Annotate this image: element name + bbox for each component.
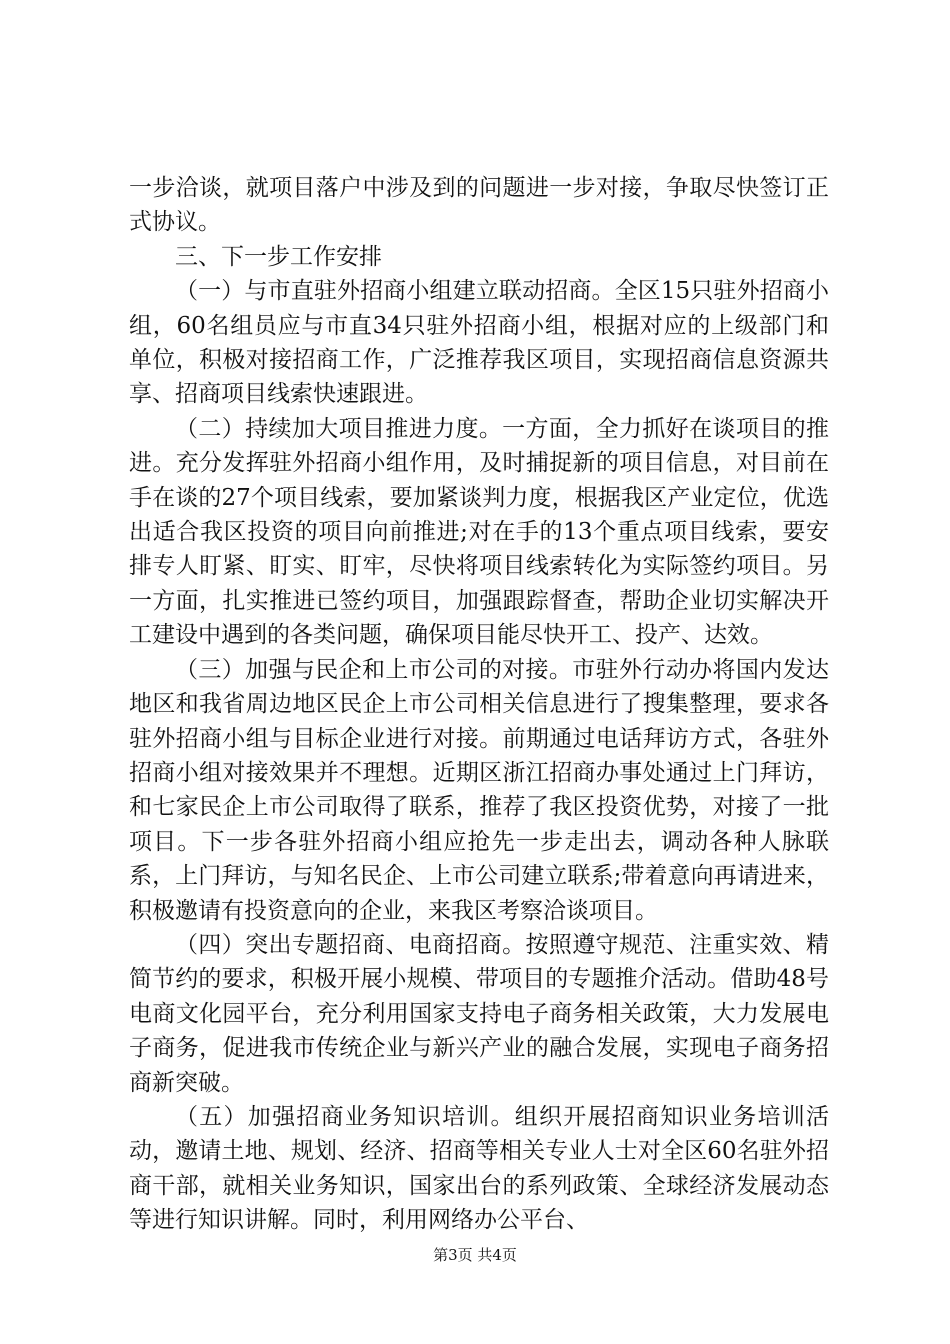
paragraph-continuation: 一步洽谈，就项目落户中涉及到的问题进一步对接，争取尽快签订正式协议。 (129, 175, 829, 236)
paragraph-item-3: （三）加强与民企和上市公司的对接。市驻外行动办将国内发达地区和我省周边地区民企上市公司相关信息进行了搜集整理，要求各驻外招商小组与目标企业进行对接。前期通过电话拜访方式，各驻外招商小组对接效果并不理想。近期区浙江招商办事处通过上门拜访，和七家民企上市公司取得了联系，推荐了我区投资优势，对接了一批项目。下一步各驻外招商小组应抢先一步走出去，调动各种人脉联系，上门拜访，与知名民企、上市公司建立联系;带着意向再请进来，积极邀请有投资意向的企业，来我区考察洽谈项目。 (129, 656, 829, 924)
document-body (129, 171, 829, 1238)
page-number: 第3页 (433, 1246, 473, 1264)
paragraph-item-1: （一）与市直驻外招商小组建立联动招商。全区15只驻外招商小组，60名组员应与市直34只驻外招商小组，根据对应的上级部门和单位，积极对接招商工作，广泛推荐我区项目，实现招商信息资源共享、招商项目线索快速跟进。 (129, 278, 829, 408)
paragraph-item-5: （五）加强招商业务知识培训。组织开展招商知识业务培训活动，邀请土地、规划、经济、招商等相关专业人士对全区60名驻外招商干部，就相关业务知识，国家出台的系列政策、全球经济发展动态等进行知识讲解。同时，利用网络办公平台、 (129, 1103, 829, 1234)
paragraph-item-2: （二）持续加大项目推进力度。一方面，全力抓好在谈项目的推进。充分发挥驻外招商小组作用，及时捕捉新的项目信息，对目前在手在谈的27个项目线索，要加紧谈判力度，根据我区产业定位，优选出适合我区投资的项目向前推进;对在手的13个重点项目线索，要安排专人盯紧、盯实、盯牢，尽快将项目线索转化为实际签约项目。另一方面，扎实推进已签约项目，加强跟踪督查，帮助企业切实解决开工建设中遇到的各类问题，确保项目能尽快开工、投产、达效。 (129, 415, 829, 649)
paragraph-item-4: （四）突出专题招商、电商招商。按照遵守规范、注重实效、精简节约的要求，积极开展小规模、带项目的专题推介活动。借助48号电商文化园平台，充分利用国家支持电子商务相关政策，大力发展电子商务，促进我市传统企业与新兴产业的融合发展，实现电子商务招商新突破。 (129, 931, 829, 1096)
section-heading: 三、下一步工作安排 (175, 243, 382, 270)
page-footer (0, 1245, 950, 1265)
page-total: 共4页 (477, 1246, 517, 1264)
